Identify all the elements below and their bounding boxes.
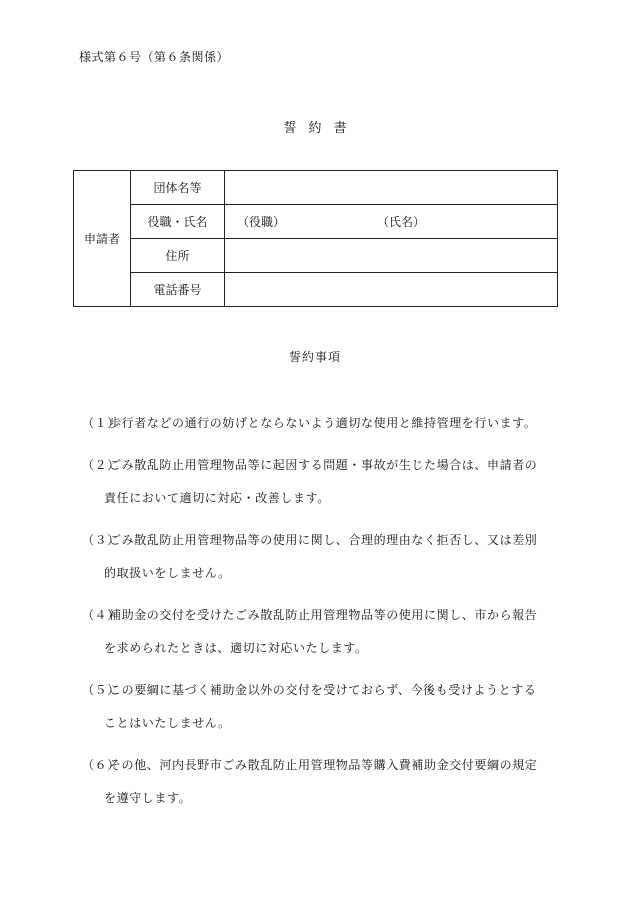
item-text: この要綱に基づく補助金以外の交付を受けておらず、今後も受けようとする [109,683,537,697]
address-field[interactable] [225,239,558,273]
section-title: 誓約事項 [288,350,341,364]
list-item [82,755,562,821]
table-row [74,205,558,239]
list-item [82,530,562,596]
item-text-continued: 責任において適切に対応・改善します。 [104,491,330,505]
list-item [82,413,562,446]
phone-field[interactable] [225,273,558,307]
list-item [82,455,562,521]
organization-name-label: 団体名等 [131,171,225,205]
item-number: （２） [82,458,120,472]
item-text-continued: 的取扱いをしません。 [104,566,231,580]
document-title: 誓約書 [283,121,359,136]
applicant-table [73,170,558,307]
list-item [82,680,562,746]
item-text: 歩行者などの通行の妨げとならないよう適切な使用と維持管理を行います。 [109,416,537,430]
phone-label: 電話番号 [131,273,225,307]
item-text-continued: を求められたときは、適切に対応いたします。 [104,641,368,655]
item-number: （１） [82,416,120,430]
item-text: ごみ散乱防止用管理物品等の使用に関し、合理的理由なく拒否し、又は差別 [109,533,538,547]
item-number: （３） [82,533,120,547]
item-text: ごみ散乱防止用管理物品等に起因する問題・事故が生じた場合は、申請者の [109,458,538,472]
item-text: 補助金の交付を受けたごみ散乱防止用管理物品等の使用に関し、市から報告 [109,608,538,622]
role-label: （役職） [237,215,286,229]
item-text: その他、河内長野市ごみ散乱防止用管理物品等購入費補助金交付要綱の規定 [109,758,538,772]
organization-name-field[interactable] [225,171,558,205]
name-label: （氏名） [377,215,426,229]
title-name-label: 役職・氏名 [131,205,225,239]
title-name-field[interactable] [225,205,558,239]
item-number: （６） [82,758,120,772]
table-row [74,171,558,205]
item-text-continued: ことはいたしません。 [104,716,231,730]
table-row [74,273,558,307]
table-row [74,239,558,273]
item-number: （４） [82,608,120,622]
list-item [82,605,562,671]
address-label: 住所 [131,239,225,273]
item-number: （５） [82,683,120,697]
item-text-continued: を遵守します。 [104,791,192,805]
applicant-group-label: 申請者 [74,171,131,307]
form-number: 様式第６号（第６条関係） [79,50,230,64]
pledge-list [82,413,562,830]
